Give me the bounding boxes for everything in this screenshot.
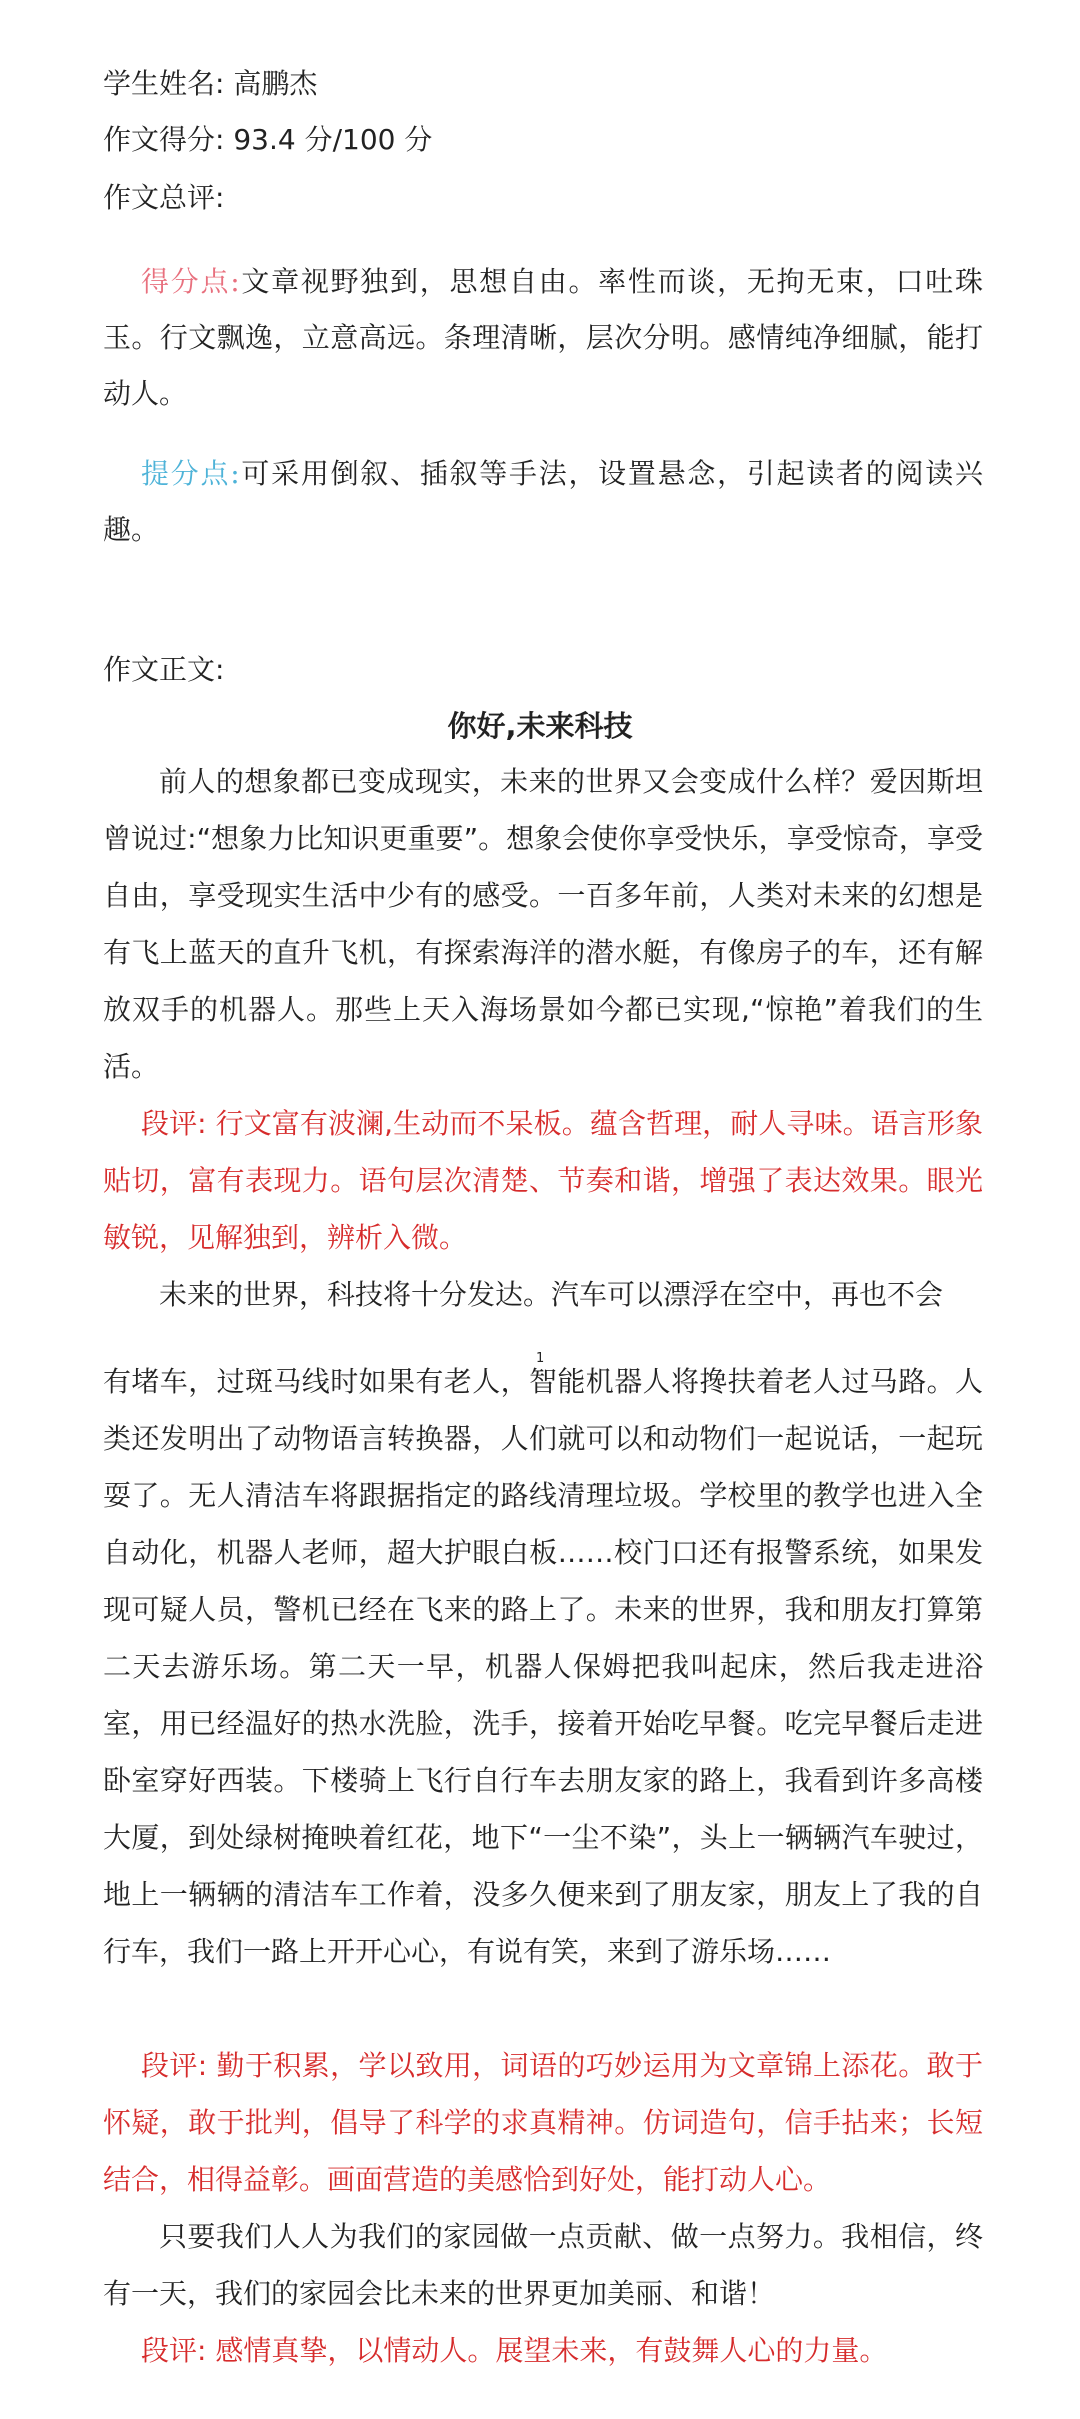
essay-body-label: 作文正文: bbox=[103, 653, 225, 686]
scoring-points-paragraph bbox=[103, 254, 983, 422]
improvement-points-paragraph bbox=[103, 446, 983, 558]
essay-title: 你好,未来科技 bbox=[447, 709, 633, 743]
improvement-points-text: 可采用倒叙、插叙等手法，设置悬念，引起读者的阅读兴趣。 bbox=[103, 457, 983, 546]
essay-paragraph-2-first-line: 未来的世界，科技将十分发达。汽车可以漂浮在空中，再也不会 bbox=[159, 1278, 944, 1311]
paragraph-comment-2: 段评: 勤于积累，学以致用，词语的巧妙运用为文章锦上添花。敢于怀疑，敢于批判，倡导了科学的求真精神。仿词造句，信手拈来；长短结合，相得益彰。画面营造的美感恰到好处，能打动人心。 bbox=[103, 2049, 983, 2196]
improvement-points-tag: 提分点: bbox=[141, 457, 240, 490]
student-name-line: 学生姓名: 高鹏杰 bbox=[103, 67, 318, 100]
overall-review-label: 作文总评: bbox=[103, 181, 225, 214]
paragraph-comment-1: 段评: 行文富有波澜,生动而不呆板。蕴含哲理，耐人寻味。语言形象贴切，富有表现力。语句层次清楚、节奏和谐，增强了表达效果。眼光敏锐，见解独到，辨析入微。 bbox=[103, 1107, 983, 1254]
essay-paragraph-3: 只要我们人人为我们的家园做一点贡献、做一点努力。我相信，终有一天，我们的家园会比未来的世界更加美丽、和谐！ bbox=[103, 2220, 983, 2310]
footnote-marker: 1 bbox=[536, 1351, 545, 1366]
essay-paragraph-1: 前人的想象都已变成现实，未来的世界又会变成什么样？爱因斯坦曾说过:“想象力比知识更重要”。想象会使你享受快乐，享受惊奇，享受自由，享受现实生活中少有的感受。一百多年前，人类对未来的幻想是有飞上蓝天的直升飞机，有探索海洋的潜水艇，有像房子的车，还有解放双手的机器人。那些上天入海场景如今都已实现,“惊艳”着我们的生活。 bbox=[103, 765, 983, 1083]
essay-paragraph-2-continued: 有堵车，过斑马线时如果有老人，智能机器人将搀扶着老人过马路。人类还发明出了动物语言转换器，人们就可以和动物们一起说话，一起玩耍了。无人清洁车将跟据指定的路线清理垃圾。学校里的教学也进入全自动化，机器人老师，超大护眼白板……校门口还有报警系统，如果发现可疑人员，警机已经在飞来的路上了。未来的世界，我和朋友打算第二天去游乐场。第二天一早，机器人保姆把我叫起床，然后我走进浴室，用已经温好的热水洗脸，洗手，接着开始吃早餐。吃完早餐后走进卧室穿好西装。下楼骑上飞行自行车去朋友家的路上，我看到许多高楼大厦，到处绿树掩映着红花，地下“一尘不染”，头上一辆辆汽车驶过，地上一辆辆的清洁车工作着，没多久便来到了朋友家，朋友上了我的自行车，我们一路上开开心心，有说有笑，来到了游乐场…… bbox=[103, 1365, 983, 1968]
essay-score-line: 作文得分: 93.4 分/100 分 bbox=[103, 123, 433, 156]
paragraph-comment-3: 段评: 感情真挚，以情动人。展望未来，有鼓舞人心的力量。 bbox=[141, 2334, 888, 2367]
scoring-points-tag: 得分点: bbox=[141, 265, 240, 298]
scoring-points-text: 文章视野独到，思想自由。率性而谈，无拘无束，口吐珠玉。行文飘逸，立意高远。条理清晰，层次分明。感情纯净细腻，能打动人。 bbox=[103, 265, 983, 410]
